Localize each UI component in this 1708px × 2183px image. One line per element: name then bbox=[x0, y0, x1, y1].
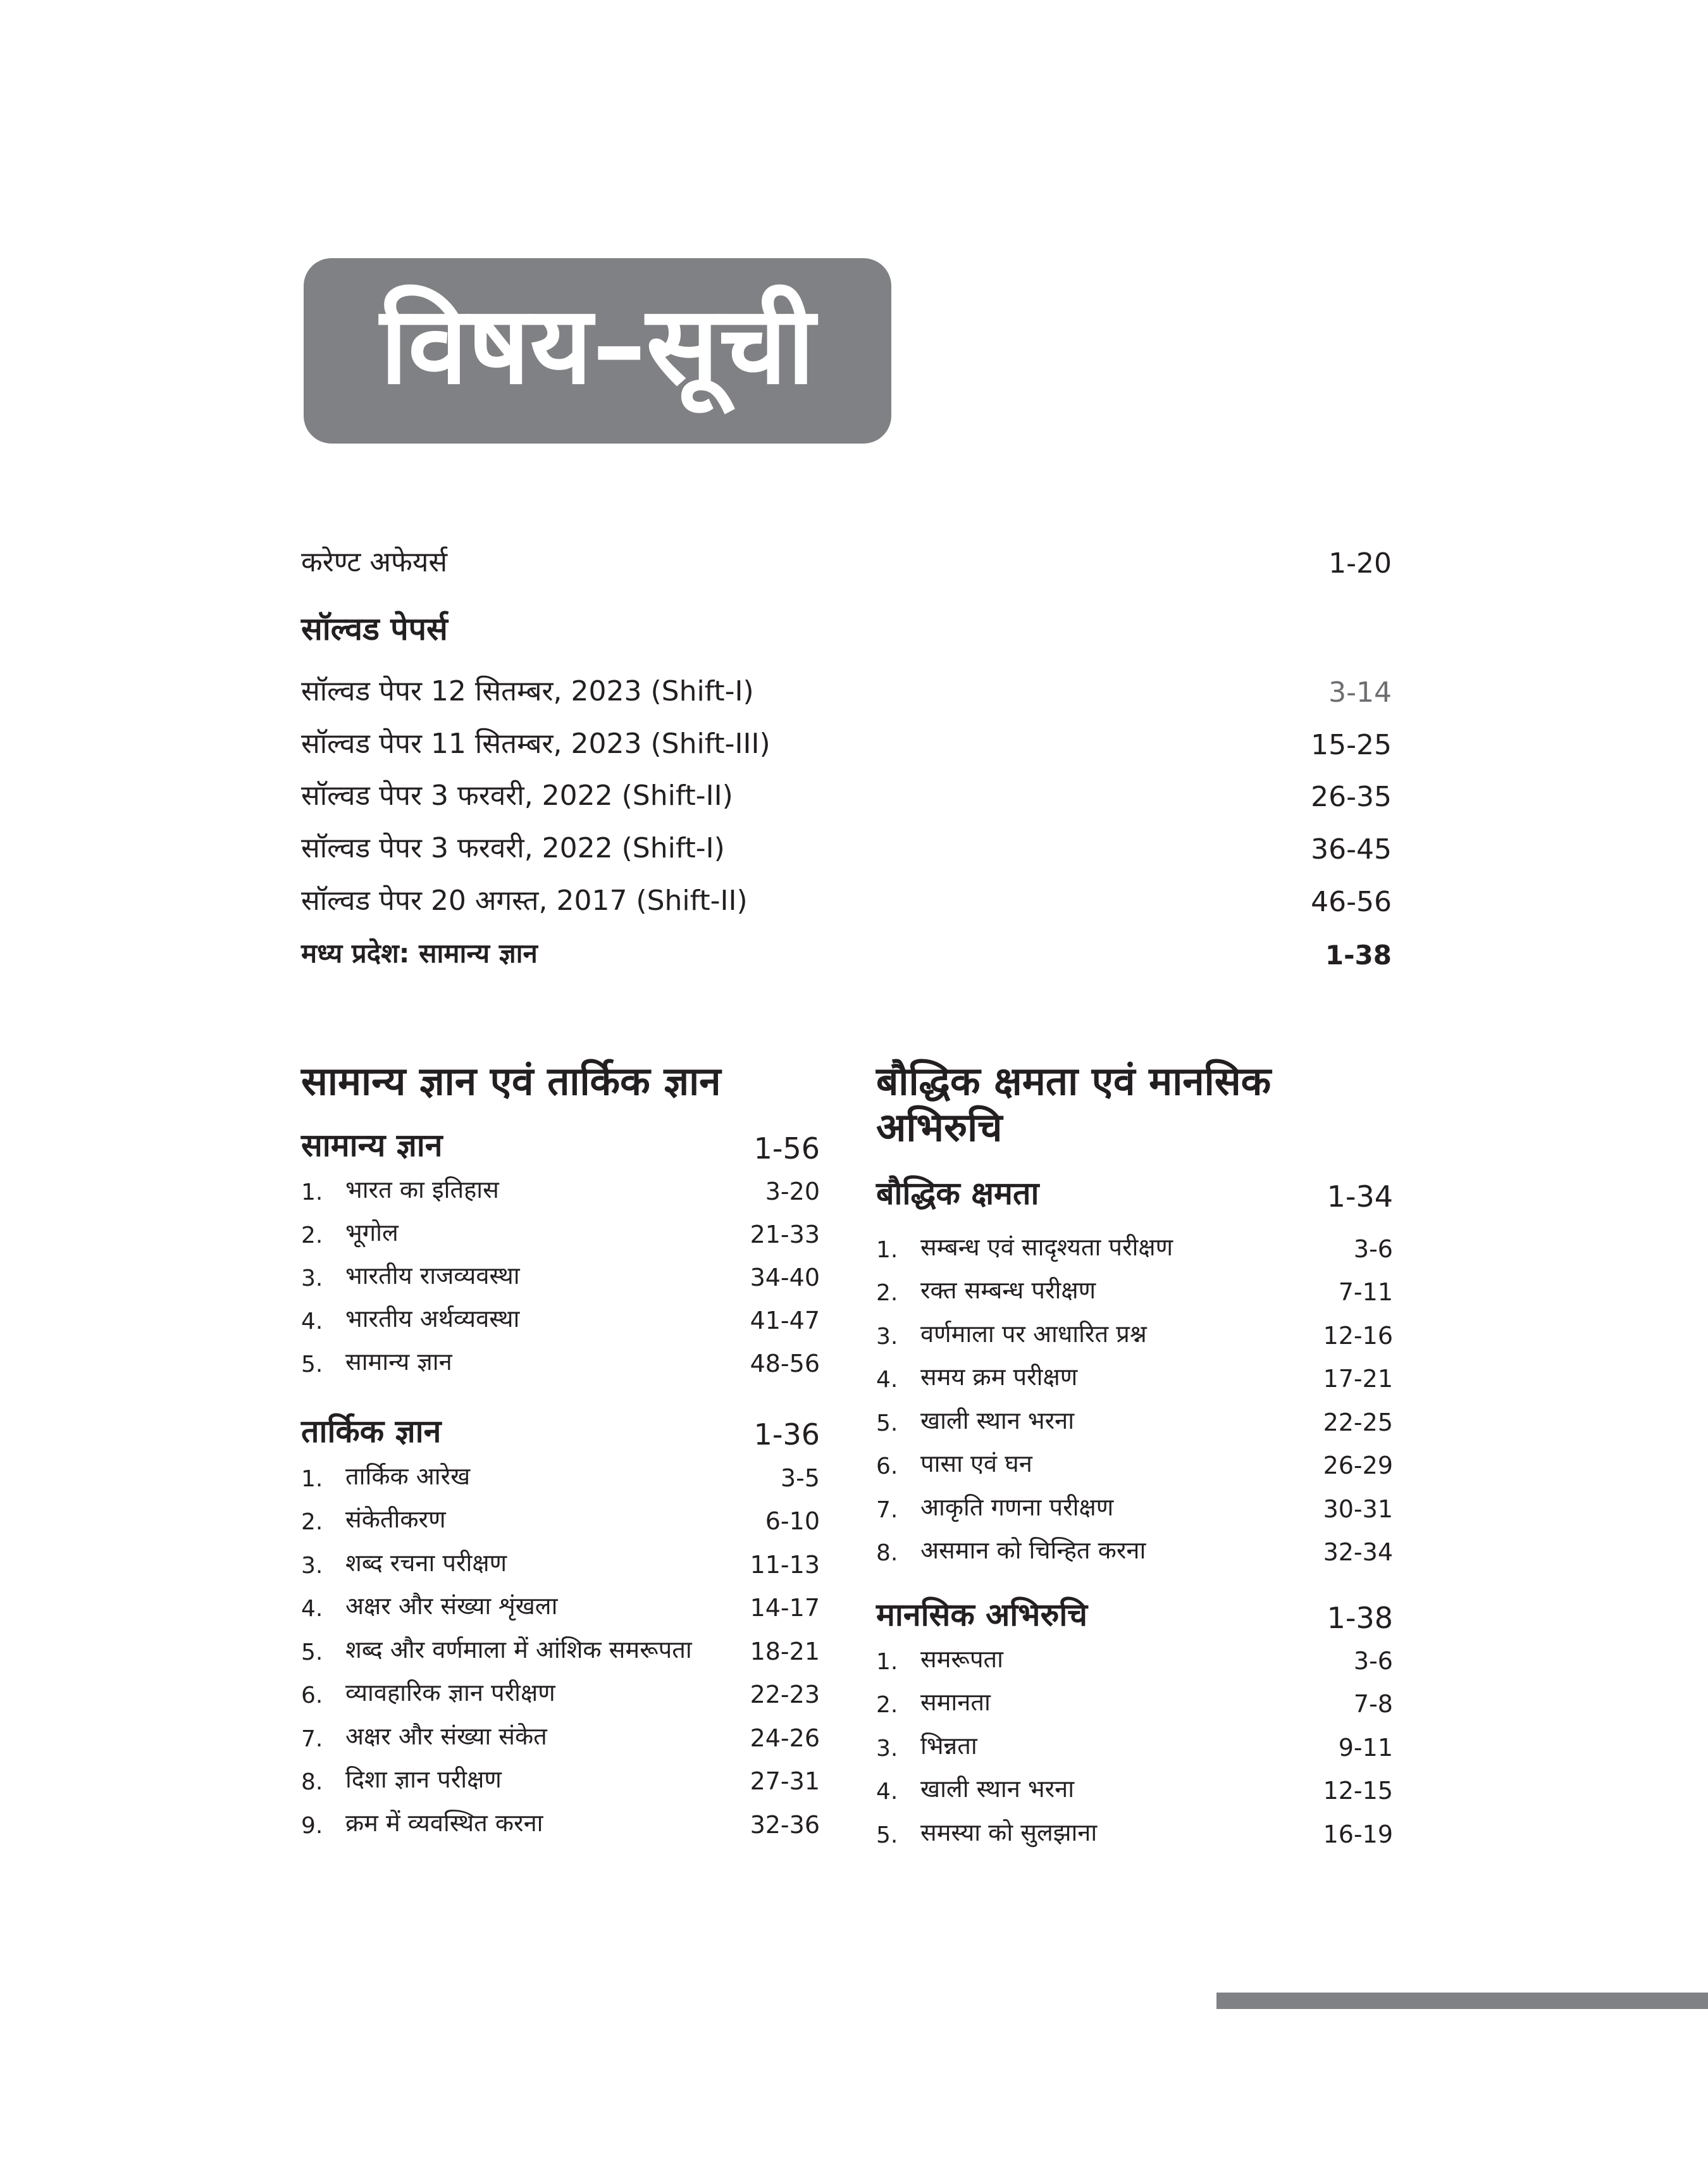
title-banner bbox=[304, 258, 891, 444]
item-title: भारतीय राजव्यवस्था bbox=[345, 1261, 520, 1290]
item-pages: 26-29 bbox=[1323, 1451, 1393, 1479]
item-title: शब्द और वर्णमाला में आंशिक समरूपता bbox=[345, 1635, 692, 1664]
toc-entry-title: सॉल्वड पेपर 12 सितम्बर, 2023 (Shift-I) bbox=[301, 675, 754, 707]
item-number: 2. bbox=[876, 1691, 898, 1718]
toc-entry-pages: 36-45 bbox=[1311, 833, 1392, 866]
item-title: भारतीय अर्थव्यवस्था bbox=[345, 1304, 520, 1333]
item-number: 3. bbox=[876, 1323, 898, 1350]
toc-entry-title: करेण्ट अफेयर्स bbox=[301, 546, 448, 578]
toc-item[interactable] bbox=[301, 1626, 820, 1669]
item-title: भिन्नता bbox=[920, 1731, 977, 1760]
toc-entry-title: सॉल्वड पेपर 20 अगस्त, 2017 (Shift-II) bbox=[301, 885, 748, 917]
item-title: खाली स्थान भरना bbox=[920, 1406, 1075, 1434]
item-number: 8. bbox=[876, 1539, 898, 1566]
page-title: विषय–सूची bbox=[380, 283, 815, 408]
item-pages: 16-19 bbox=[1323, 1820, 1393, 1848]
right-column-heading-line1: बौद्धिक क्षमता एवं मानसिक bbox=[876, 1058, 1272, 1104]
item-pages: 24-26 bbox=[750, 1724, 820, 1752]
item-pages: 3-6 bbox=[1353, 1235, 1393, 1263]
toc-entry-pages: 1-20 bbox=[1328, 547, 1392, 580]
toc-entry-solved-paper[interactable] bbox=[301, 819, 1392, 871]
item-number: 4. bbox=[301, 1595, 323, 1622]
toc-entry-title: सॉल्वड पेपर 3 फरवरी, 2022 (Shift-I) bbox=[301, 832, 725, 864]
toc-entry-pages: 15-25 bbox=[1311, 729, 1392, 761]
item-number: 2. bbox=[301, 1222, 323, 1248]
toc-item[interactable] bbox=[876, 1808, 1393, 1852]
toc-item[interactable] bbox=[301, 1539, 820, 1583]
item-number: 4. bbox=[301, 1308, 323, 1334]
toc-item[interactable] bbox=[301, 1338, 820, 1381]
item-number: 5. bbox=[301, 1639, 323, 1665]
toc-entry-pages: 26-35 bbox=[1311, 781, 1392, 813]
item-title: अक्षर और संख्या संकेत bbox=[345, 1722, 547, 1750]
item-pages: 11-13 bbox=[750, 1550, 820, 1579]
item-number: 6. bbox=[301, 1682, 323, 1708]
toc-entry-title: सॉल्वड पेपर 11 सितम्बर, 2023 (Shift-III) bbox=[301, 728, 770, 760]
item-title: असमान को चिन्हित करना bbox=[920, 1536, 1146, 1564]
toc-item[interactable] bbox=[301, 1495, 820, 1539]
section-title: बौद्धिक क्षमता bbox=[876, 1175, 1039, 1212]
item-pages: 6-10 bbox=[765, 1507, 820, 1535]
toc-item[interactable] bbox=[876, 1440, 1393, 1483]
item-pages: 32-36 bbox=[750, 1810, 820, 1839]
item-pages: 21-33 bbox=[750, 1220, 820, 1248]
item-title: रक्त सम्बन्ध परीक्षण bbox=[920, 1276, 1096, 1304]
item-number: 1. bbox=[301, 1465, 323, 1492]
item-title: सम्बन्ध एवं सादृश्यता परीक्षण bbox=[920, 1233, 1173, 1261]
item-pages: 17-21 bbox=[1323, 1364, 1393, 1393]
item-number: 1. bbox=[301, 1179, 323, 1205]
item-title: शब्द रचना परीक्षण bbox=[345, 1548, 507, 1577]
toc-entry-solved-paper[interactable] bbox=[301, 871, 1392, 923]
toc-section-mental-aptitude[interactable] bbox=[876, 1588, 1393, 1639]
right-column-heading bbox=[876, 1058, 1271, 1150]
item-pages: 9-11 bbox=[1338, 1733, 1393, 1762]
item-number: 3. bbox=[301, 1265, 323, 1291]
item-number: 7. bbox=[876, 1496, 898, 1523]
item-title: भूगोल bbox=[345, 1218, 399, 1247]
item-pages: 12-15 bbox=[1323, 1776, 1393, 1805]
item-title: समस्या को सुलझाना bbox=[920, 1818, 1098, 1846]
toc-item[interactable] bbox=[301, 1166, 820, 1209]
left-column-heading: सामान्य ज्ञान एवं तार्किक ज्ञान bbox=[301, 1058, 721, 1104]
toc-entry-title: मध्य प्रदेश: सामान्य ज्ञान bbox=[301, 938, 538, 969]
toc-item[interactable] bbox=[301, 1209, 820, 1252]
item-number: 3. bbox=[876, 1735, 898, 1762]
item-title: आकृति गणना परीक्षण bbox=[920, 1493, 1114, 1521]
item-title: संकेतीकरण bbox=[345, 1505, 446, 1533]
toc-entry-current-affairs[interactable] bbox=[301, 533, 1392, 585]
toc-entry-pages: 46-56 bbox=[1311, 886, 1392, 918]
toc-item[interactable] bbox=[876, 1722, 1393, 1765]
section-title: तार्किक ज्ञान bbox=[301, 1413, 442, 1450]
toc-section-intellectual-ability[interactable] bbox=[876, 1167, 1393, 1217]
item-pages: 48-56 bbox=[750, 1349, 820, 1378]
decorative-bottom-bar bbox=[1216, 1993, 1708, 2009]
item-title: समय क्रम परीक्षण bbox=[920, 1362, 1078, 1391]
item-title: वर्णमाला पर आधारित प्रश्न bbox=[920, 1319, 1147, 1348]
toc-entry-pages: 3-14 bbox=[1328, 676, 1392, 709]
item-number: 5. bbox=[876, 1822, 898, 1848]
section-pages: 1-56 bbox=[753, 1131, 820, 1166]
item-title: समरूपता bbox=[920, 1645, 1004, 1673]
toc-entry-title: सॉल्वड पेपर 3 फरवरी, 2022 (Shift-II) bbox=[301, 780, 733, 812]
toc-item[interactable] bbox=[301, 1582, 820, 1626]
section-pages: 1-34 bbox=[1327, 1179, 1393, 1214]
toc-item[interactable] bbox=[876, 1678, 1393, 1722]
section-title: सामान्य ज्ञान bbox=[301, 1127, 443, 1164]
item-number: 5. bbox=[876, 1410, 898, 1436]
item-pages: 7-11 bbox=[1338, 1278, 1393, 1306]
toc-item[interactable] bbox=[876, 1483, 1393, 1527]
item-pages: 22-23 bbox=[750, 1680, 820, 1708]
section-pages: 1-38 bbox=[1327, 1601, 1393, 1635]
item-pages: 7-8 bbox=[1353, 1689, 1393, 1718]
toc-item[interactable] bbox=[876, 1266, 1393, 1310]
item-number: 1. bbox=[876, 1236, 898, 1263]
toc-item[interactable] bbox=[876, 1526, 1393, 1570]
item-number: 2. bbox=[301, 1508, 323, 1535]
item-pages: 34-40 bbox=[750, 1263, 820, 1291]
item-number: 9. bbox=[301, 1812, 323, 1839]
toc-entry-pages: 1-38 bbox=[1325, 940, 1392, 971]
item-number: 4. bbox=[876, 1366, 898, 1393]
item-number: 7. bbox=[301, 1726, 323, 1752]
toc-entry-solved-paper[interactable] bbox=[301, 714, 1392, 766]
item-pages: 12-16 bbox=[1323, 1321, 1393, 1350]
toc-item[interactable] bbox=[301, 1799, 820, 1843]
item-title: भारत का इतिहास bbox=[345, 1175, 499, 1203]
toc-entry-mp-gk[interactable] bbox=[301, 924, 1392, 976]
toc-item[interactable] bbox=[301, 1295, 820, 1338]
toc-item[interactable] bbox=[301, 1755, 820, 1799]
item-title: व्यावहारिक ज्ञान परीक्षण bbox=[345, 1678, 555, 1707]
item-pages: 3-5 bbox=[780, 1464, 820, 1492]
section-pages: 1-36 bbox=[753, 1417, 820, 1452]
toc-item[interactable] bbox=[301, 1669, 820, 1712]
item-title: दिशा ज्ञान परीक्षण bbox=[345, 1765, 502, 1793]
item-number: 3. bbox=[301, 1552, 323, 1579]
toc-item[interactable] bbox=[876, 1310, 1393, 1353]
item-title: सामान्य ज्ञान bbox=[345, 1347, 452, 1376]
toc-item[interactable] bbox=[876, 1765, 1393, 1808]
item-title: समानता bbox=[920, 1688, 991, 1716]
toc-item[interactable] bbox=[301, 1452, 820, 1496]
item-pages: 22-25 bbox=[1323, 1408, 1393, 1436]
toc-item[interactable] bbox=[876, 1353, 1393, 1396]
item-title: अक्षर और संख्या शृंखला bbox=[345, 1591, 558, 1620]
item-pages: 30-31 bbox=[1323, 1495, 1393, 1523]
item-pages: 3-6 bbox=[1353, 1646, 1393, 1675]
toc-section-gk[interactable] bbox=[301, 1119, 820, 1169]
section-title: मानसिक अभिरुचि bbox=[876, 1596, 1088, 1633]
item-title: खाली स्थान भरना bbox=[920, 1774, 1075, 1803]
item-pages: 32-34 bbox=[1323, 1538, 1393, 1566]
item-number: 4. bbox=[876, 1778, 898, 1805]
toc-item[interactable] bbox=[301, 1712, 820, 1756]
item-title: पासा एवं घन bbox=[920, 1449, 1032, 1477]
toc-entry-solved-paper[interactable] bbox=[301, 766, 1392, 818]
item-pages: 41-47 bbox=[750, 1306, 820, 1334]
item-pages: 14-17 bbox=[750, 1593, 820, 1622]
right-column-heading-line2: अभिरुचि bbox=[876, 1104, 1003, 1151]
item-pages: 3-20 bbox=[765, 1177, 820, 1205]
item-number: 6. bbox=[876, 1453, 898, 1479]
solved-papers-heading: सॉल्वड पेपर्स bbox=[301, 611, 448, 647]
item-number: 5. bbox=[301, 1351, 323, 1378]
item-title: क्रम में व्यवस्थित करना bbox=[345, 1808, 543, 1837]
toc-section-reasoning[interactable] bbox=[301, 1405, 820, 1455]
toc-item[interactable] bbox=[876, 1223, 1393, 1267]
toc-item[interactable] bbox=[301, 1252, 820, 1295]
item-number: 8. bbox=[301, 1769, 323, 1795]
item-pages: 27-31 bbox=[750, 1767, 820, 1795]
item-title: तार्किक आरेख bbox=[345, 1462, 471, 1490]
item-number: 1. bbox=[876, 1648, 898, 1675]
toc-item[interactable] bbox=[876, 1396, 1393, 1440]
toc-entry-solved-paper[interactable] bbox=[301, 662, 1392, 714]
item-pages: 18-21 bbox=[750, 1637, 820, 1665]
item-number: 2. bbox=[876, 1279, 898, 1306]
toc-item[interactable] bbox=[876, 1635, 1393, 1679]
